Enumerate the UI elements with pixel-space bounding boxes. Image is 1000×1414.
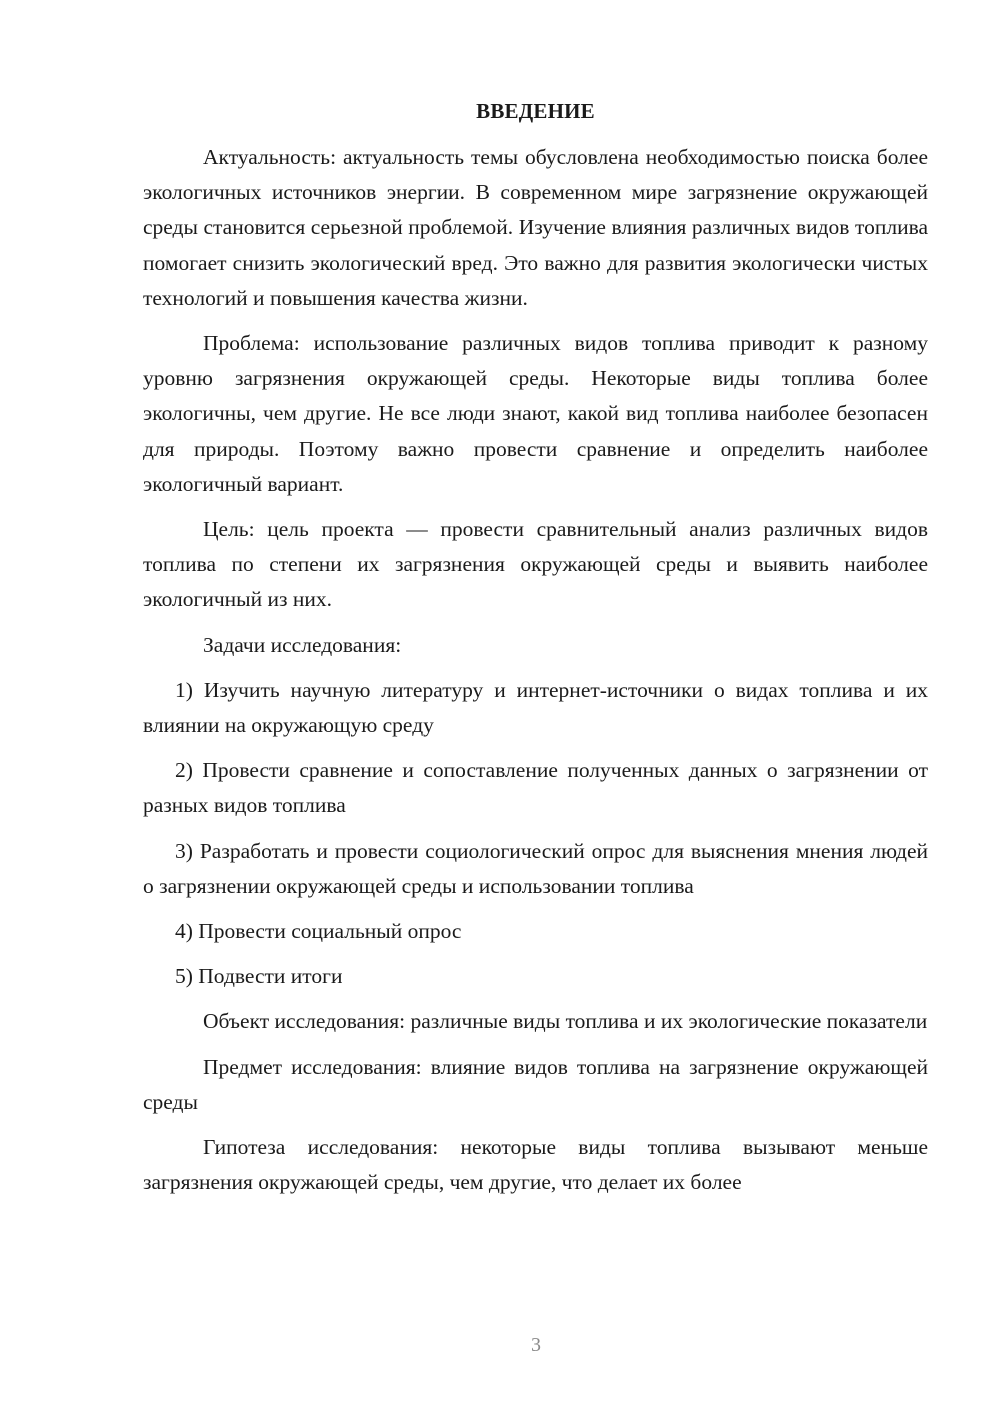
task-item-3: 3) Разработать и провести социологический опрос для выяснения мнения людей о загрязнении окружающей среды и использовании топлива [143,838,928,898]
tasks-title: Задачи исследования: [203,632,402,657]
task-item-5: 5) Подвести итоги [175,964,343,989]
task-item-2: 2) Провести сравнение и сопоставление полученных данных о загрязнении от разных видов топлива [143,758,928,818]
document-page [143,96,928,1210]
task-item-4: 4) Провести социальный опрос [175,919,462,944]
page-number: 3 [531,1334,541,1356]
task-item-1: 1) Изучить научную литературу и интернет-источники о видах топлива и их влиянии на окружающую среду [143,677,928,738]
hypothesis-paragraph: Гипотеза исследования: некоторые виды топлива вызывают меньше загрязнения окружающей среды, чем другие, что делает их более [143,1135,928,1195]
subject-paragraph: Предмет исследования: влияние видов топлива на загрязнение окружающей среды [143,1054,928,1114]
relevance-paragraph: Актуальность: актуальность темы обусловлена необходимостью поиска более экологичных источников энергии. В современном мире загрязнение окружающей среды становится серьезной проблемой. Изучение влияния различных видов топлива помогает снизить экологический вред. Это важно для развития экологически чистых технологий и повышения качества жизни. [143,145,928,310]
section-heading: ВВЕДЕНИЕ [476,99,595,123]
goal-paragraph: Цель: цель проекта — провести сравнительный анализ различных видов топлива по степени их загрязнения окружающей среды и выявить наиболее экологичный из них. [143,517,928,612]
object-paragraph: Объект исследования: различные виды топлива и их экологические показатели [203,1009,928,1034]
problem-paragraph: Проблема: использование различных видов топлива приводит к разному уровню загрязнения окружающей среды. Некоторые виды топлива более экологичны, чем другие. Не все люди знают, какой вид топлива наиболее безопасен для природы. Поэтому важно провести сравнение и определить наиболее экологичный вариант. [143,331,928,496]
